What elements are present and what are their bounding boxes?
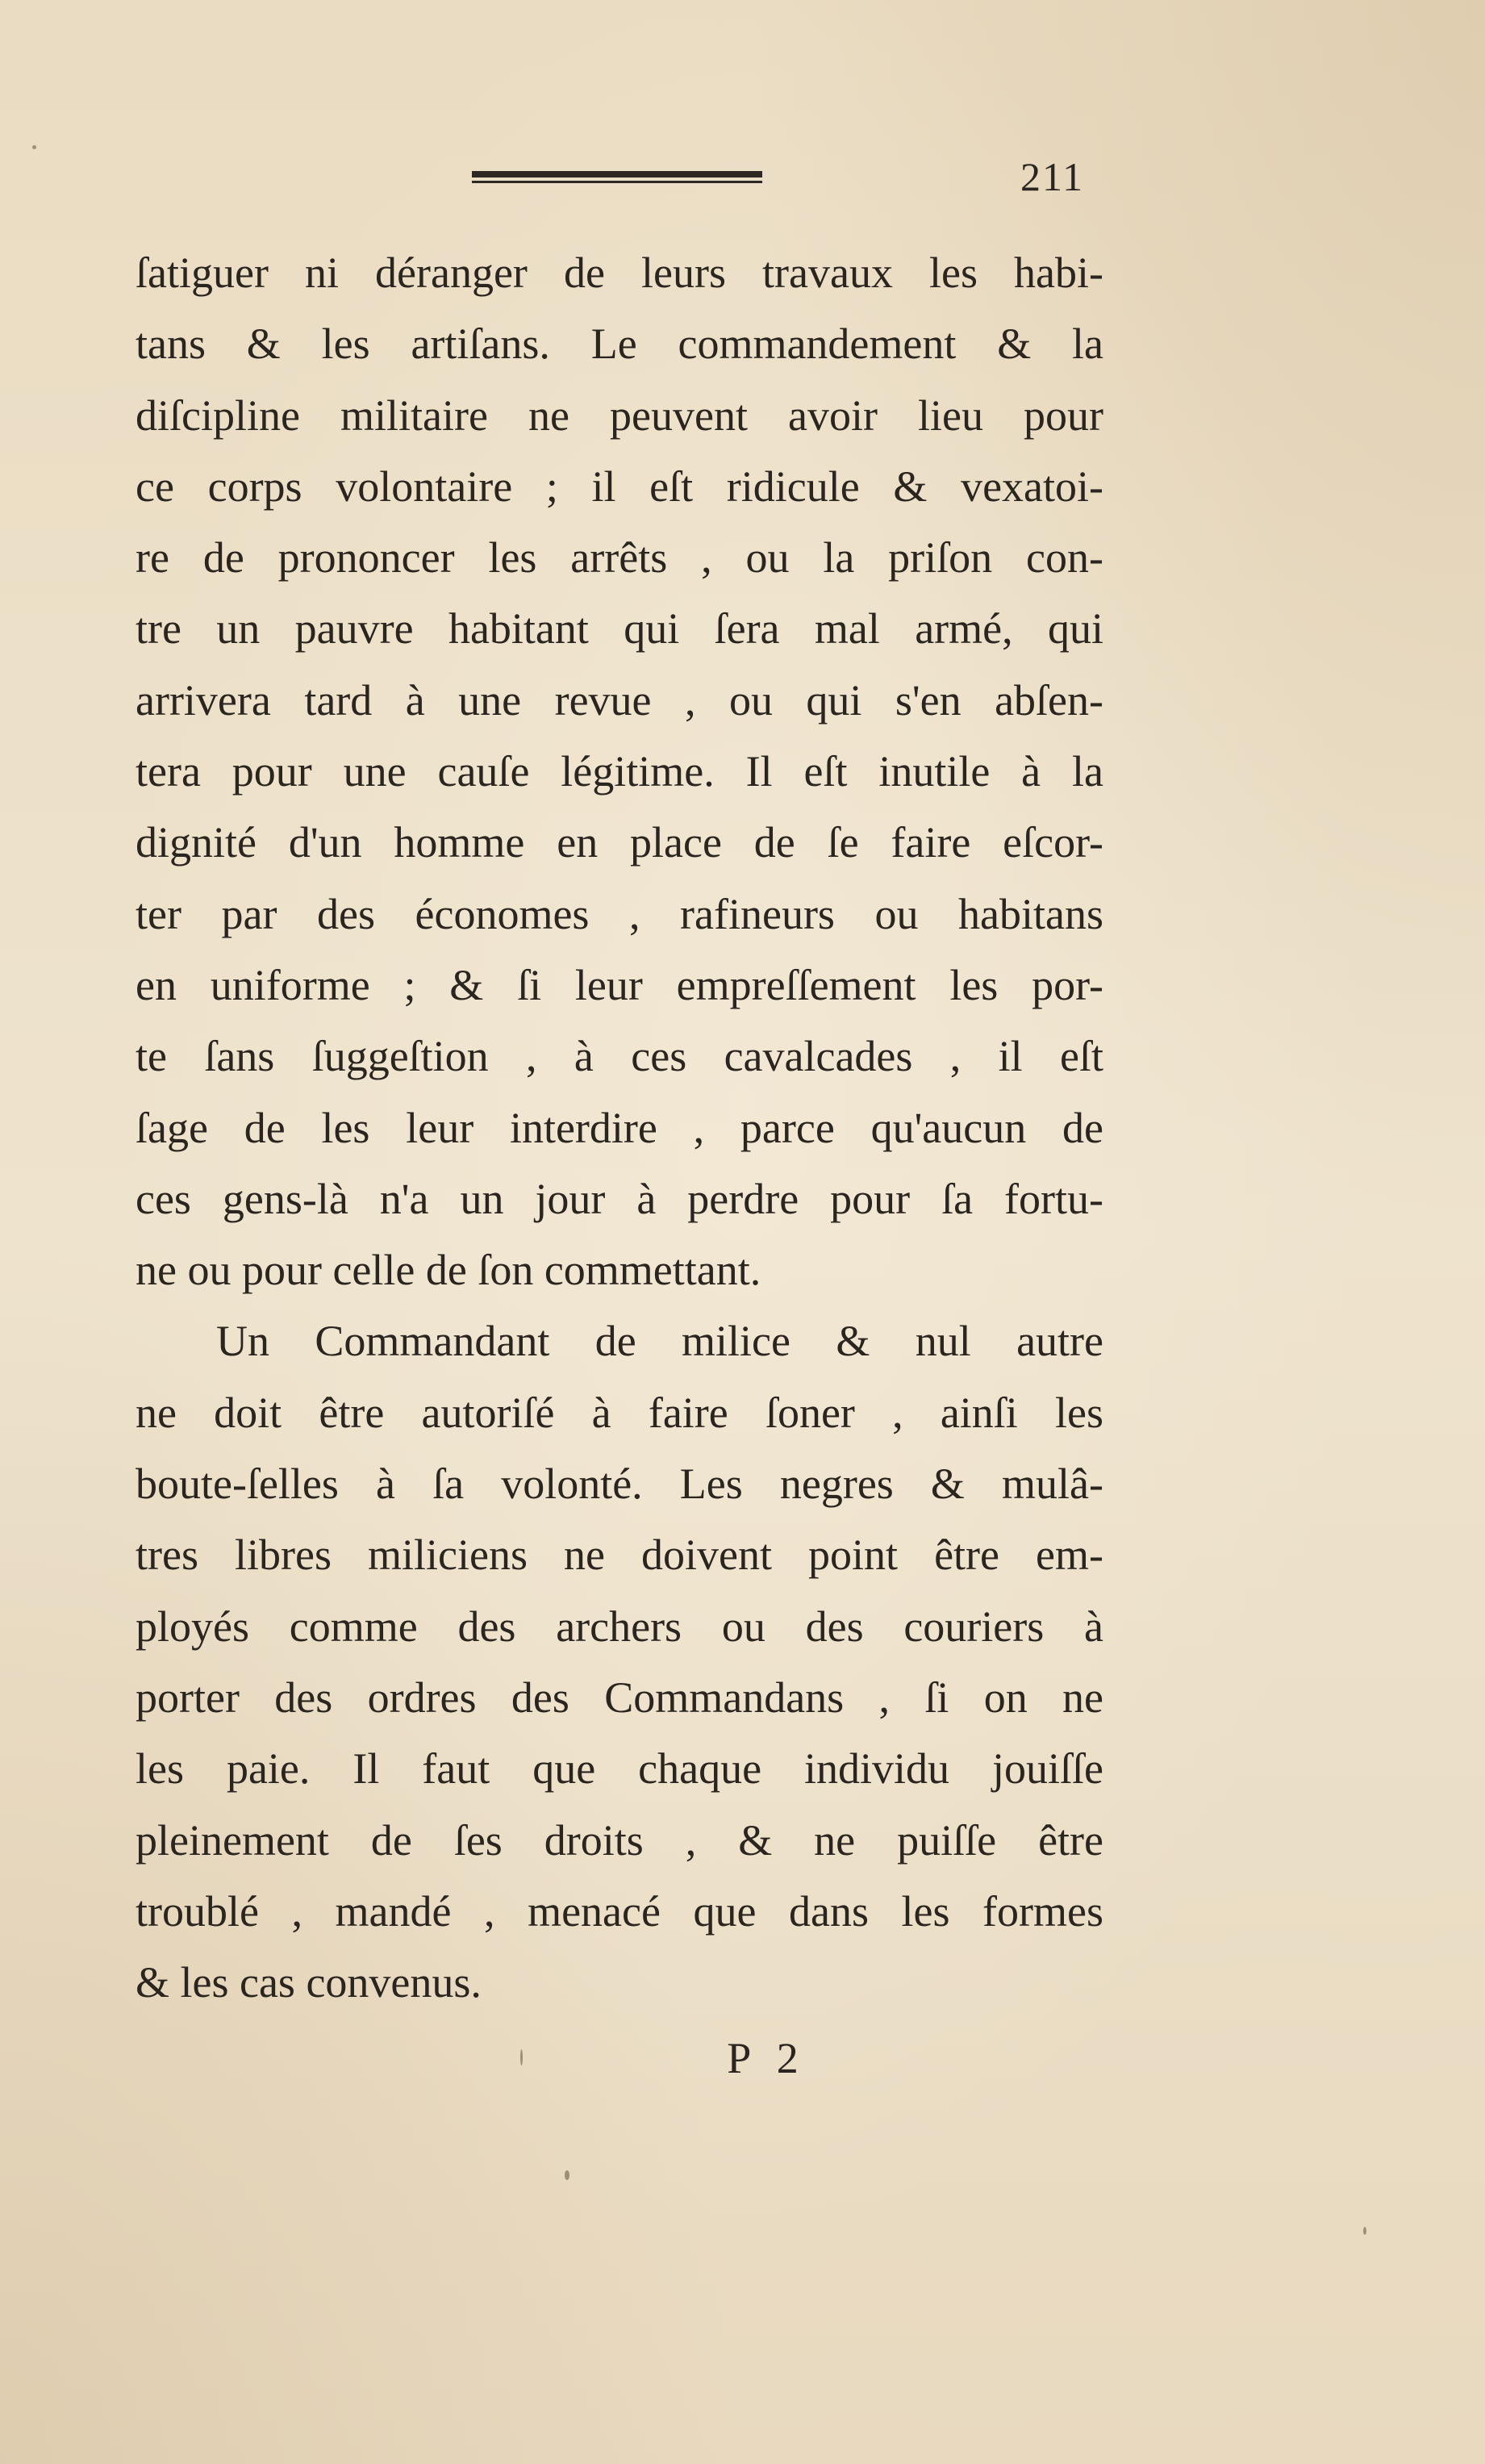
text-line: ne doit être autoriſé à faire ſoner , ainſi les [136, 1388, 1103, 1437]
text-line: diſcipline militaire ne peuvent avoir lieu pour [136, 390, 1103, 440]
text-line: te ſans ſuggeſtion , à ces cavalcades , il eſt [136, 1032, 1103, 1081]
signature-mark [0, 2033, 1485, 2083]
text-line: ployés comme des archers ou des couriers à [136, 1602, 1103, 1651]
paper-speck [1363, 2227, 1366, 2235]
body-text [136, 237, 1103, 2018]
text-line: les paie. Il faut que chaque individu jouiſſe [136, 1744, 1103, 1794]
paragraph-first-line: Un Commandant de milice & nul autre [216, 1317, 1103, 1366]
text-line: troublé , mandé , menacé que dans les formes [136, 1886, 1103, 1936]
text-line: boute-ſelles à ſa volonté. Les negres & mulâ- [136, 1460, 1103, 1509]
text-line: pleinement de ſes droits , & ne puiſſe être [136, 1815, 1103, 1865]
paper-speck [565, 2170, 569, 2180]
text-line: tre un pauvre habitant qui ſera mal armé, qui [136, 604, 1103, 654]
text-line: dignité d'un homme en place de ſe faire eſcor- [136, 818, 1103, 867]
text-line: & les cas convenus. [136, 1958, 482, 2007]
text-line: tera pour une cauſe légitime. Il eſt inutile à la [136, 747, 1103, 796]
header-rule-thin [472, 181, 762, 183]
running-header [0, 145, 1485, 218]
text-line: ſage de les leur interdire , parce qu'aucun de [136, 1103, 1103, 1152]
text-line: porter des ordres des Commandans , ſi on ne [136, 1673, 1103, 1722]
text-line: ces gens-là n'a un jour à perdre pour ſa fortu- [136, 1174, 1103, 1223]
page-number: 211 [1020, 154, 1085, 199]
text-line: en uniforme ; & ſi leur empreſſement les por- [136, 960, 1103, 1009]
text-line: ce corps volontaire ; il eſt ridicule & vexatoi- [136, 461, 1103, 511]
signature-text: P 2 [727, 2034, 807, 2082]
header-rule [472, 171, 762, 184]
header-rule-thick [472, 171, 762, 177]
text-line: tans & les artiſans. Le commandement & la [136, 319, 1103, 369]
text-line: ne ou pour celle de ſon commettant. [136, 1246, 761, 1295]
text-line: arrivera tard à une revue , ou qui s'en abſen- [136, 675, 1103, 725]
text-line: ter par des économes , rafineurs ou habitans [136, 889, 1103, 938]
paper-speck [32, 145, 36, 149]
paper-speck [520, 2049, 523, 2065]
text-line: tres libres miliciens ne doivent point être em- [136, 1531, 1103, 1580]
text-line: re de prononcer les arrêts , ou la priſon con- [136, 533, 1103, 583]
text-line: ſatiguer ni déranger de leurs travaux les habi- [136, 248, 1103, 297]
